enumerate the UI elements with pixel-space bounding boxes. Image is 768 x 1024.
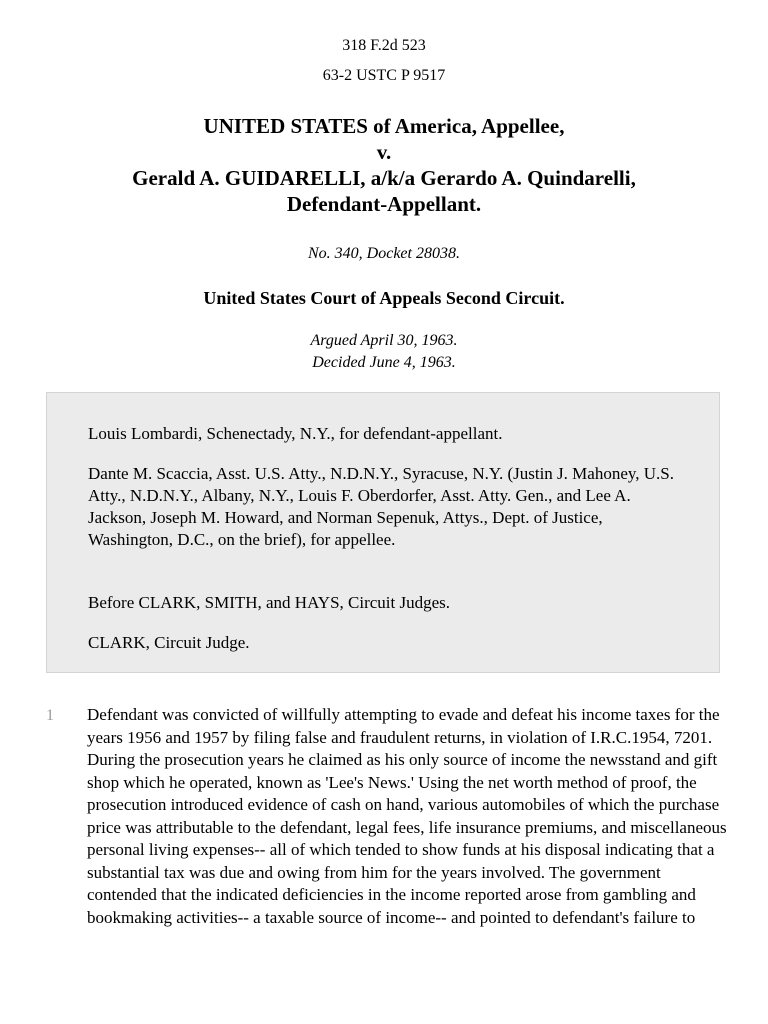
case-caption — [0, 113, 768, 217]
docket-number: No. 340, Docket 28038. — [308, 245, 460, 262]
counsel-appellant: Louis Lombardi, Schenectady, N.Y., for defendant-appellant. — [88, 424, 503, 443]
caption-appellant-role: Defendant-Appellant. — [286, 192, 482, 216]
opinion-author: CLARK, Circuit Judge. — [88, 633, 250, 652]
caption-versus: v. — [376, 140, 392, 164]
caption-appellant: Gerald A. GUIDARELLI, a/k/a Gerardo A. Quindarelli, — [132, 166, 636, 190]
counsel-appellee: Dante M. Scaccia, Asst. U.S. Atty., N.D.N.Y., Syracuse, N.Y. (Justin J. Mahoney, U.S. Atty., N.D.N.Y., Albany, N.Y., Louis F. Oberdorfer, Asst. Atty. Gen., and Lee A. Jackson, Joseph M. Howard, and Norman Sepenuk, Attys., Dept. of Justice, Washington, D.C., on the brief), for appellee. — [88, 464, 675, 549]
tax-citation: 63-2 USTC P 9517 — [322, 67, 446, 84]
decided-date: Decided June 4, 1963. — [312, 354, 456, 371]
opinion-paragraph: Defendant was convicted of willfully attempting to evade and defeat his income taxes for the years 1956 and 1957 by filing false and fraudulent returns, in violation of I.R.C.1954, 7201. During the prosecution years he claimed as his only source of income the newsstand and gift shop which he operated, known as 'Lee's News.' Using the net worth method of proof, the prosecution introduced evidence of cash on hand, various automobiles of which the purchase price was attributable to the defendant, legal fees, life insurance premiums, and miscellaneous personal living expenses-- all of which tended to show funds at his disposal indicating that a substantial tax was due and owing from him for the years involved. The government contended that the indicated deficiencies in the income reported arose from gambling and bookmaking activities-- a taxable source of income-- and pointed to defendant's failure to — [87, 705, 727, 927]
argued-date: Argued April 30, 1963. — [310, 332, 458, 349]
caption-appellee: UNITED STATES of America, Appellee, — [203, 114, 565, 138]
court-name: United States Court of Appeals Second Circuit. — [203, 288, 565, 308]
paragraph-number: 1 — [46, 707, 54, 724]
judges-panel: Before CLARK, SMITH, and HAYS, Circuit Judges. — [88, 593, 451, 612]
reporter-citation: 318 F.2d 523 — [342, 37, 426, 54]
counsel-panel — [46, 392, 720, 673]
case-dates — [0, 330, 768, 374]
